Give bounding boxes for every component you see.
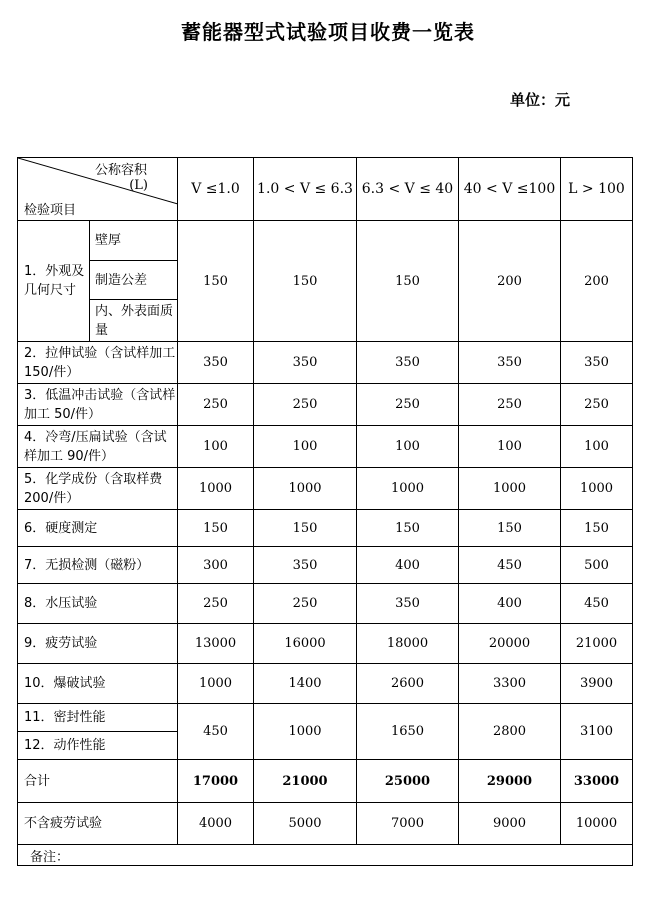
cell-value: 13000 [178,624,254,664]
row-label: 3．低温冲击试验（含试样加工 50/件） [18,384,178,426]
cell-value: 9000 [459,803,561,845]
cell-value: 150 [561,510,633,547]
table-row [18,803,633,845]
cell-value: 1000 [178,468,254,510]
row-label: 6．硬度测定 [18,510,178,547]
cell-value: 100 [254,426,357,468]
row-label: 9．疲劳试验 [18,624,178,664]
cell-value: 100 [459,426,561,468]
cell-value: 250 [561,384,633,426]
cell-value: 20000 [459,624,561,664]
table-row [18,704,633,732]
table-row [18,384,633,426]
row-label: 不含疲劳试验 [18,803,178,845]
cell-value: 250 [357,384,459,426]
cell-value: 21000 [561,624,633,664]
cell-value: 7000 [357,803,459,845]
cell-value: 350 [178,342,254,384]
cell-value: 350 [254,547,357,584]
row-label: 7．无损检测（磁粉） [18,547,178,584]
cell-value: 100 [357,426,459,468]
cell-value: 18000 [357,624,459,664]
cell-value: 3300 [459,664,561,704]
cell-value: 100 [561,426,633,468]
total-value: 25000 [357,760,459,803]
table-row [18,468,633,510]
cell-value: 300 [178,547,254,584]
total-row [18,760,633,803]
column-header: V ≤1.0 [178,158,254,221]
cell-value: 250 [459,384,561,426]
cell-value: 1000 [178,664,254,704]
row-label: 11．密封性能 [18,704,178,732]
cell-value: 10000 [561,803,633,845]
row-label: 5．化学成份（含取样费 200/件） [18,468,178,510]
cell-value: 200 [459,221,561,342]
column-header: 6.3 < V ≤ 40 [357,158,459,221]
fee-table [17,157,633,866]
cell-value: 350 [254,342,357,384]
row-label: 8．水压试验 [18,584,178,624]
cell-value: 1000 [459,468,561,510]
table-row [18,624,633,664]
row-label: 10．爆破试验 [18,664,178,704]
cell-value: 1000 [357,468,459,510]
cell-value: 2800 [459,704,561,760]
cell-value: 150 [357,221,459,342]
cell-value: 1400 [254,664,357,704]
cell-value: 350 [459,342,561,384]
cell-value: 1000 [561,468,633,510]
cell-value: 500 [561,547,633,584]
note-row [18,845,633,866]
cell-value: 150 [254,221,357,342]
item-label: 检验项目 [24,203,77,218]
table-row [18,221,633,261]
cell-value: 3100 [561,704,633,760]
cell-value: 250 [178,384,254,426]
table-row [18,584,633,624]
cell-value: 400 [357,547,459,584]
cell-value: 150 [178,221,254,342]
cell-value: 150 [254,510,357,547]
sub-item-label: 制造公差 [90,261,178,300]
row-label: 1．外观及几何尺寸 [18,221,90,342]
cell-value: 1000 [254,704,357,760]
cell-value: 150 [178,510,254,547]
cell-value: 1000 [254,468,357,510]
cell-value: 1650 [357,704,459,760]
column-header: 1.0 < V ≤ 6.3 [254,158,357,221]
cell-value: 2600 [357,664,459,704]
table-row [18,342,633,384]
cell-value: 400 [459,584,561,624]
table-row [18,426,633,468]
total-value: 29000 [459,760,561,803]
header-row [18,158,633,221]
cell-value: 250 [254,584,357,624]
page-title: 蓄能器型式试验项目收费一览表 [181,20,475,44]
cell-value: 350 [357,584,459,624]
row-label: 4．冷弯/压扁试验（含试样加工 90/件） [18,426,178,468]
cell-value: 450 [178,704,254,760]
cell-value: 3900 [561,664,633,704]
cell-value: 150 [459,510,561,547]
sub-item-label: 壁厚 [90,221,178,261]
unit-symbol: (L) [129,178,148,193]
column-header: L > 100 [561,158,633,221]
row-label: 12．动作性能 [18,732,178,760]
note-label: 备注： [18,845,633,866]
cell-value: 100 [178,426,254,468]
total-value: 33000 [561,760,633,803]
sub-item-label: 内、外表面质量 [90,300,178,342]
column-header: 40 < V ≤100 [459,158,561,221]
unit-label: 单位：元 [510,91,571,109]
diagonal-header-cell [18,158,178,221]
cell-value: 450 [561,584,633,624]
cell-value: 200 [561,221,633,342]
cell-value: 16000 [254,624,357,664]
table-row [18,664,633,704]
cell-value: 250 [254,384,357,426]
nominal-volume-label: 公称容积 [94,163,147,178]
cell-value: 450 [459,547,561,584]
cell-value: 350 [357,342,459,384]
table-row [18,547,633,584]
cell-value: 4000 [178,803,254,845]
row-label: 合计 [18,760,178,803]
total-value: 17000 [178,760,254,803]
cell-value: 250 [178,584,254,624]
cell-value: 5000 [254,803,357,845]
row-label: 2．拉伸试验（含试样加工 150/件） [18,342,178,384]
cell-value: 150 [357,510,459,547]
table-row [18,510,633,547]
cell-value: 350 [561,342,633,384]
total-value: 21000 [254,760,357,803]
